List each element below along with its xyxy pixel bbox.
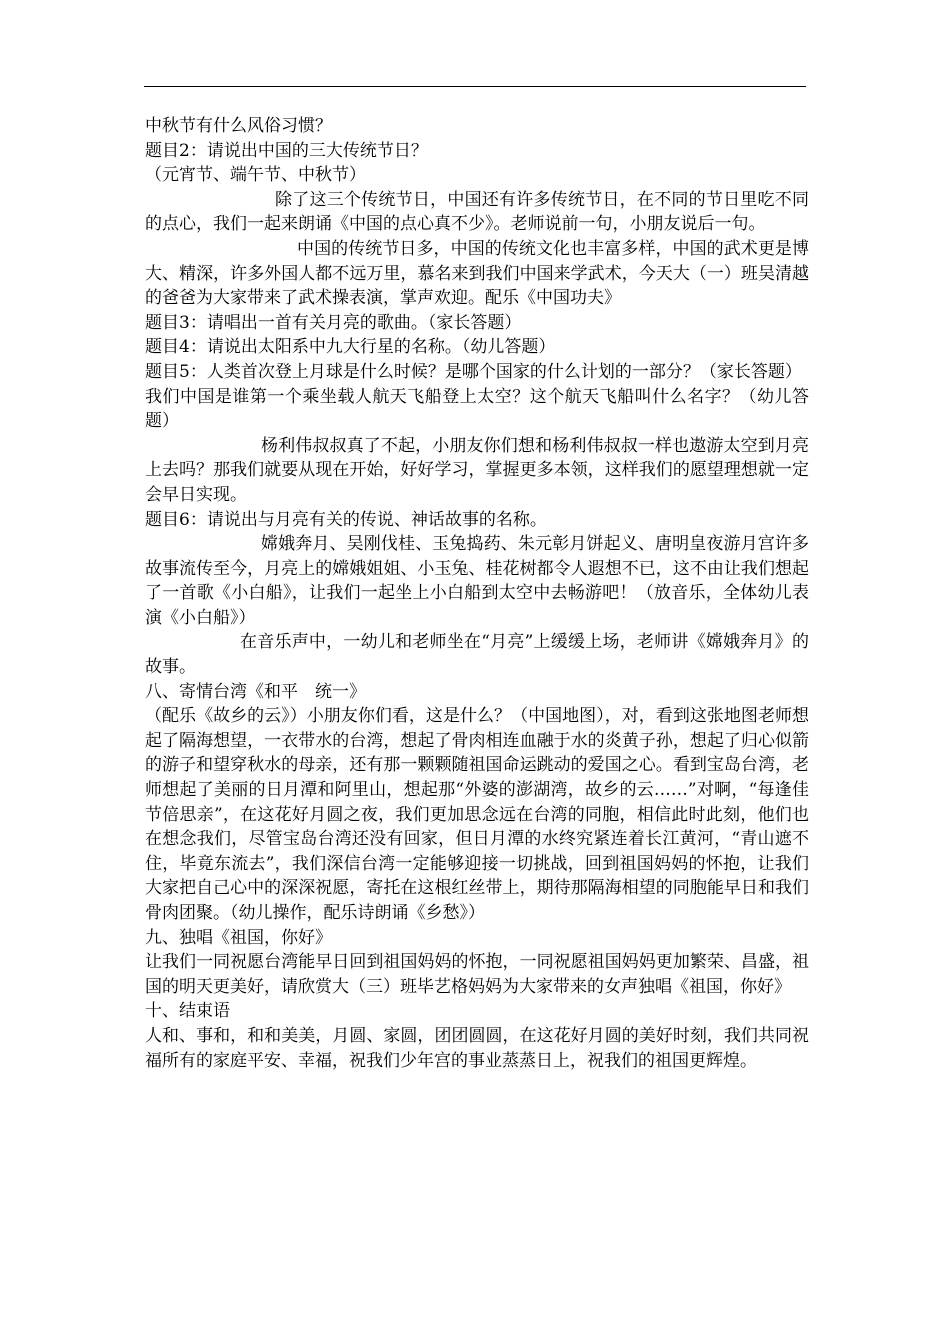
section-heading-9: 九、独唱《祖国，你好》 [145,927,332,948]
paragraph-mid-autumn-customs: 中秋节有什么风俗习惯？ [145,116,332,136]
paragraph-closing: 人和、事和，和和美美，月圆、家圆，团团圆圆，在这花好月圆的美好时刻，我们共同祝福所有的家庭平安、幸福，祝我们少年宫的事业蒸蒸日上，祝我们的祖国更辉煌。 [145,1025,809,1071]
section-heading-8: 八、寄情台湾《和平 统一》 [145,681,366,702]
paragraph-question-5: 题目5：人类首次登上月球是什么时候？是哪个国家的什么计划的一部分？（家长答题） [145,361,802,382]
paragraph-question-4: 题目4：请说出太阳系中九大行星的名称。（幼儿答题） [145,337,556,358]
paragraph-astronaut-question: 我们中国是谁第一个乘坐载人航天飞船登上太空？这个航天飞船叫什么名字？（幼儿答题） [145,386,809,432]
paragraph-answer-2: （元宵节、端午节、中秋节） [145,165,366,186]
paragraph-question-3: 题目3：请唱出一首有关月亮的歌曲。（家长答题） [145,312,522,333]
paragraph-taiwan: （配乐《故乡的云》）小朋友你们看，这是什么？（中国地图），对，看到这张地图老师想起了隔海想望，一衣带水的台湾，想起了骨肉相连血融于水的炎黄子孙，想起了归心似箭的游子和望穿秋水的母亲，还有那一颗颗随祖国命运跳动的爱国之心。看到宝岛台湾，老师想起了美丽的日月潭和阿里山，想起那“外婆的澎湖湾，故乡的云……”对啊，“每逢佳节倍思亲”，在这花好月圆之夜，我们更加思念远在台湾的同胞，相信此时此刻，他们也在想念我们，尽管宝岛台湾还没有回家，但日月潭的水终究紧连着长江黄河，“青山遮不住，毕竟东流去”，我们深信台湾一定能够迎接一切挑战，回到祖国妈妈的怀抱，让我们大家把自己心中的深深祝愿，寄托在这根红丝带上，期待那隔海相望的同胞能早日和我们骨肉团聚。（幼儿操作，配乐诗朗诵《乡愁》） [145,706,809,923]
section-heading-10: 十、结束语 [145,1001,230,1022]
paragraph-change-story: 在音乐声中，一幼儿和老师坐在“月亮”上缓缓上场，老师讲《嫦娥奔月》的故事。 [145,632,809,678]
paragraph-moon-legends: 嫦娥奔月、吴刚伐桂、玉兔捣药、朱元彰月饼起义、唐明皇夜游月宫许多故事流传至今，月亮上的嫦娥姐姐、小玉兔、桂花树都令人遐想不已，这不由让我们想起了一首歌《小白船》，让我们一起坐上小白船到太空中去畅游吧！（放音乐，全体幼儿表演《小白船》） [145,534,809,628]
paragraph-yang-liwei: 杨利伟叔叔真了不起，小朋友你们想和杨利伟叔叔一样也遨游太空到月亮上去吗？那我们就要从现在开始，好好学习，掌握更多本领，这样我们的愿望理想就一定会早日实现。 [145,435,809,505]
paragraph-martial-arts: 中国的传统节日多，中国的传统文化也丰富多样，中国的武术更是博大、精深，许多外国人都不远万里，慕名来到我们中国来学武术，今天大（一）班吴清越的爸爸为大家带来了武术操表演，掌声欢迎。配乐《中国功夫》 [145,238,809,309]
document-body [145,114,809,1073]
header-rule [144,86,806,87]
paragraph-question-6: 题目6：请说出与月亮有关的传说、神话故事的名称。 [145,509,547,530]
paragraph-traditional-snacks: 除了这三个传统节日，中国还有许多传统节日，在不同的节日里吃不同的点心，我们一起来朗诵《中国的点心真不少》。老师说前一句，小朋友说后一句。 [145,189,809,235]
paragraph-solo-song: 让我们一同祝愿台湾能早日回到祖国妈妈的怀抱，一同祝愿祖国妈妈更加繁荣、昌盛，祖国的明天更美好，请欣赏大（三）班毕艺格妈妈为大家带来的女声独唱《祖国，你好》 [145,952,809,997]
paragraph-question-2: 题目2：请说出中国的三大传统节日？ [145,140,428,161]
